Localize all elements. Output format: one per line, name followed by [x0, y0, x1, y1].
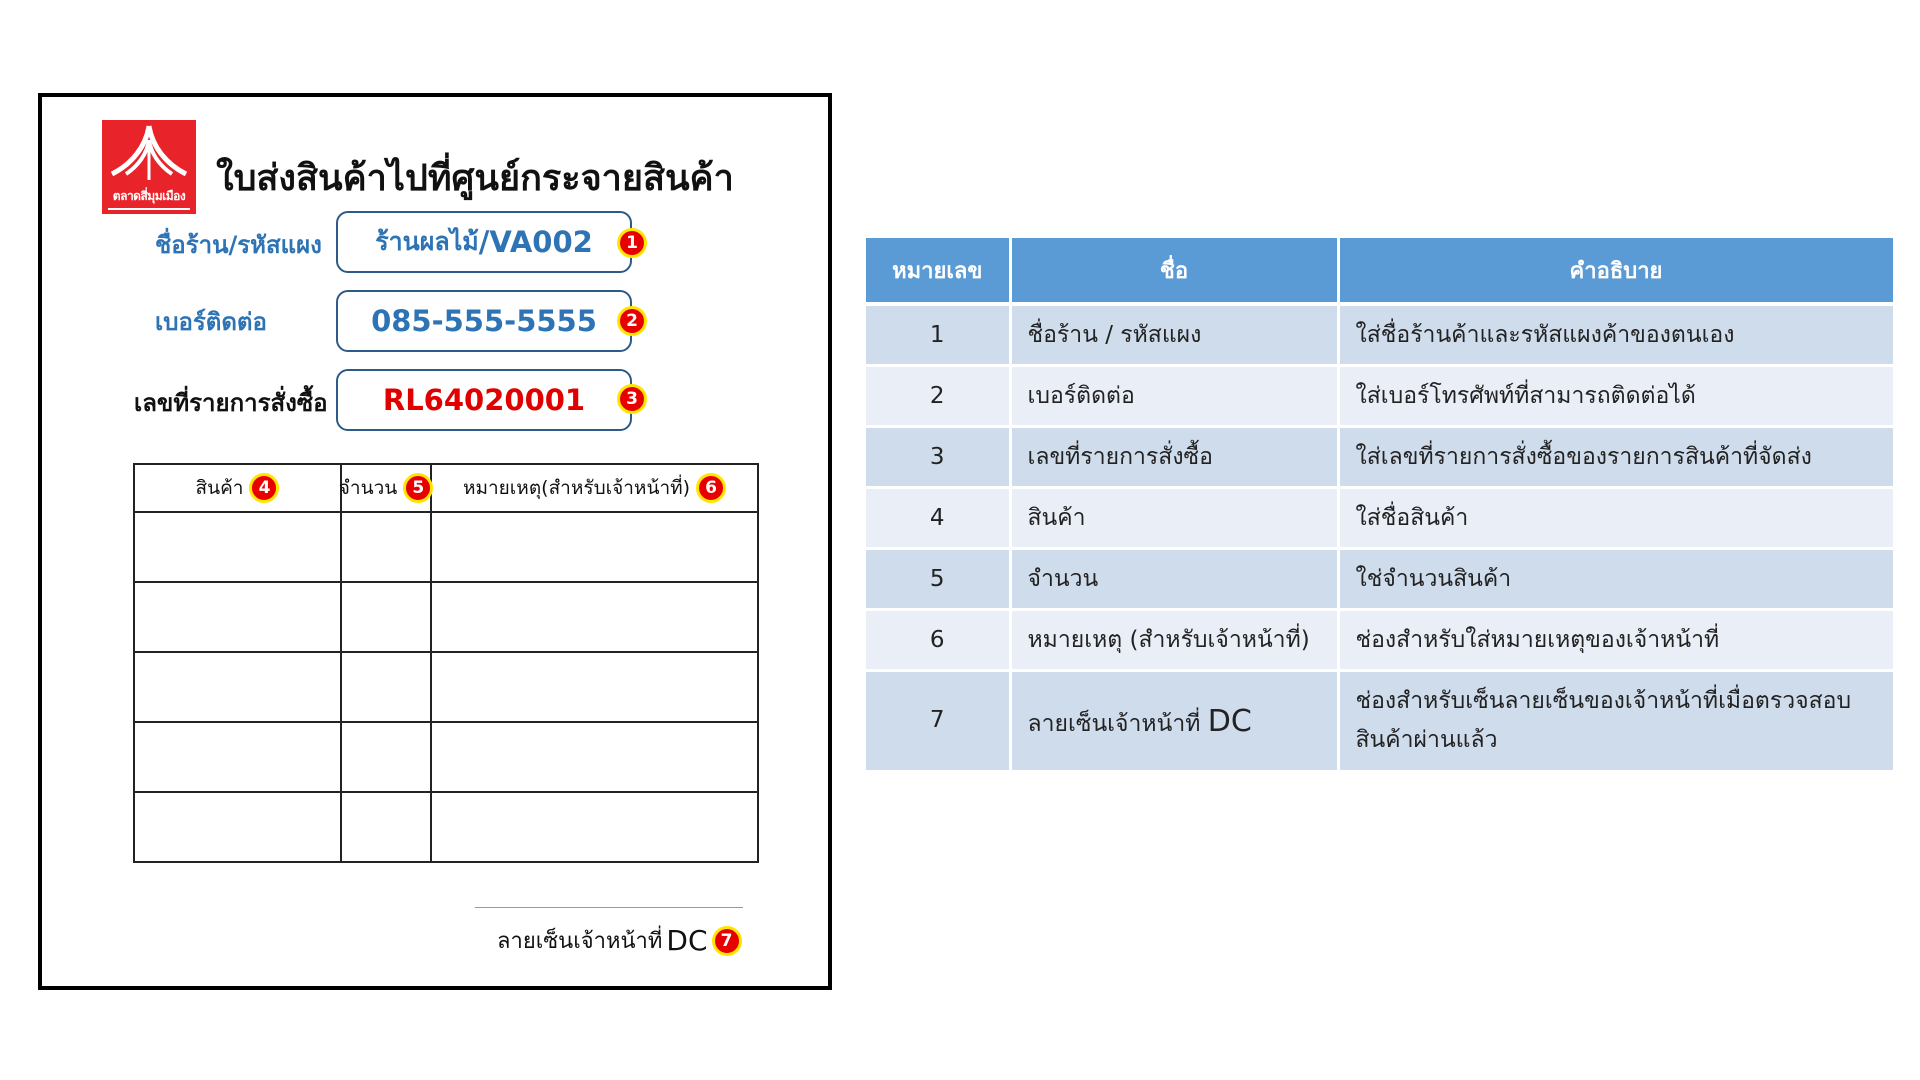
- legend-number: 7: [866, 671, 1010, 772]
- badge-5: 5: [403, 473, 433, 503]
- col-product-label: สินค้า: [195, 477, 244, 499]
- legend-number: 3: [866, 427, 1010, 488]
- signature-dc: DC: [666, 924, 708, 957]
- table-row: [866, 304, 1894, 366]
- signature-text: ลายเซ็นเจ้าหน้าที่: [497, 929, 663, 954]
- legend-name: ชื่อร้าน / รหัสแผง: [1010, 304, 1338, 366]
- badge-3: 3: [617, 384, 647, 414]
- legend-name-dc: DC: [1207, 703, 1252, 739]
- legend-name: จำนวน: [1010, 549, 1338, 610]
- table-row: [134, 792, 758, 862]
- items-table: [133, 463, 759, 863]
- legend-description: [1338, 671, 1894, 772]
- legend-description-line1: ช่องสำหรับเซ็นลายเซ็นของเจ้าหน้าที่เมื่อตรวจสอบ: [1355, 687, 1852, 714]
- legend-name: เบอร์ติดต่อ: [1010, 366, 1338, 427]
- store-code-prefix: ร้านผลไม้: [375, 227, 479, 256]
- table-row: [134, 582, 758, 652]
- remarks-cell[interactable]: [431, 512, 758, 582]
- legend-number: 1: [866, 304, 1010, 366]
- legend-description: ใช่จำนวนสินค้า: [1338, 549, 1894, 610]
- legend-name: หมายเหตุ (สำหรับเจ้าหน้าที่): [1010, 610, 1338, 671]
- product-cell[interactable]: [134, 722, 341, 792]
- table-row: [866, 549, 1894, 610]
- legend-number: 4: [866, 488, 1010, 549]
- phone-field[interactable]: 085-555-5555: [336, 290, 632, 352]
- market-logo: [102, 120, 196, 214]
- remarks-cell[interactable]: [431, 722, 758, 792]
- remarks-cell[interactable]: [431, 792, 758, 862]
- legend-name-text: ลายเซ็นเจ้าหน้าที่: [1027, 710, 1201, 737]
- delivery-slip: [38, 93, 832, 990]
- product-cell[interactable]: [134, 512, 341, 582]
- store-code-field[interactable]: [336, 211, 632, 273]
- logo-underline: [108, 208, 190, 210]
- order-number-field[interactable]: RL64020001: [336, 369, 632, 431]
- table-row: [866, 427, 1894, 488]
- table-row: [134, 652, 758, 722]
- remarks-cell[interactable]: [431, 652, 758, 722]
- product-cell[interactable]: [134, 652, 341, 722]
- product-cell[interactable]: [134, 582, 341, 652]
- legend-name: สินค้า: [1010, 488, 1338, 549]
- quantity-cell[interactable]: [341, 652, 431, 722]
- badge-4: 4: [249, 473, 279, 503]
- col-product: [134, 464, 341, 512]
- table-row: [134, 722, 758, 792]
- logo-text: ตลาดสี่มุมเมือง: [112, 189, 186, 203]
- legend-name: [1010, 671, 1338, 772]
- legend-table: [866, 238, 1896, 773]
- legend-description-line2: สินค้าผ่านแล้ว: [1355, 727, 1498, 753]
- legend-header-name: ชื่อ: [1010, 238, 1338, 304]
- signature-label: [497, 923, 742, 958]
- items-table-header: [134, 464, 758, 512]
- phone-label: เบอร์ติดต่อ: [155, 308, 267, 336]
- legend-description: ใส่เบอร์โทรศัพท์ที่สามารถติดต่อได้: [1338, 366, 1894, 427]
- badge-2: 2: [617, 306, 647, 336]
- legend-description: ช่องสำหรับใส่หมายเหตุของเจ้าหน้าที่: [1338, 610, 1894, 671]
- store-code-value: /VA002: [478, 225, 593, 259]
- badge-7: 7: [712, 926, 742, 956]
- legend-header-description: คำอธิบาย: [1338, 238, 1894, 304]
- col-remarks-label: หมายเหตุ(สำหรับเจ้าหน้าที่): [462, 477, 691, 499]
- quantity-cell[interactable]: [341, 792, 431, 862]
- table-row: [866, 610, 1894, 671]
- quantity-cell[interactable]: [341, 582, 431, 652]
- signature-line[interactable]: [475, 907, 743, 908]
- store-code-label: ชื่อร้าน/รหัสแผง: [155, 231, 322, 259]
- remarks-cell[interactable]: [431, 582, 758, 652]
- col-quantity: [338, 464, 431, 512]
- product-cell[interactable]: [134, 792, 341, 862]
- col-remarks: [431, 464, 758, 512]
- table-row: [134, 512, 758, 582]
- table-row: [866, 488, 1894, 549]
- quantity-cell[interactable]: [341, 512, 431, 582]
- legend-header: [866, 238, 1894, 304]
- badge-1: 1: [617, 228, 647, 258]
- table-row: [866, 366, 1894, 427]
- legend-name: เลขที่รายการสั่งซื้อ: [1010, 427, 1338, 488]
- slip-title: ใบส่งสินค้าไปที่ศูนย์กระจายสินค้า: [216, 158, 734, 199]
- badge-6: 6: [696, 473, 726, 503]
- legend-number: 5: [866, 549, 1010, 610]
- legend-header-number: หมายเลข: [866, 238, 1010, 304]
- legend-description: ใส่เลขที่รายการสั่งซื้อของรายการสินค้าที่จัดส่ง: [1338, 427, 1894, 488]
- legend-number: 2: [866, 366, 1010, 427]
- col-quantity-label: จำนวน: [338, 477, 398, 499]
- legend-number: 6: [866, 610, 1010, 671]
- quantity-cell[interactable]: [341, 722, 431, 792]
- table-row: [866, 671, 1894, 772]
- legend-description: ใส่ชื่อร้านค้าและรหัสแผงค้าของตนเอง: [1338, 304, 1894, 366]
- order-number-label: เลขที่รายการสั่งซื้อ: [134, 389, 328, 417]
- legend-description: ใส่ชื่อสินค้า: [1338, 488, 1894, 549]
